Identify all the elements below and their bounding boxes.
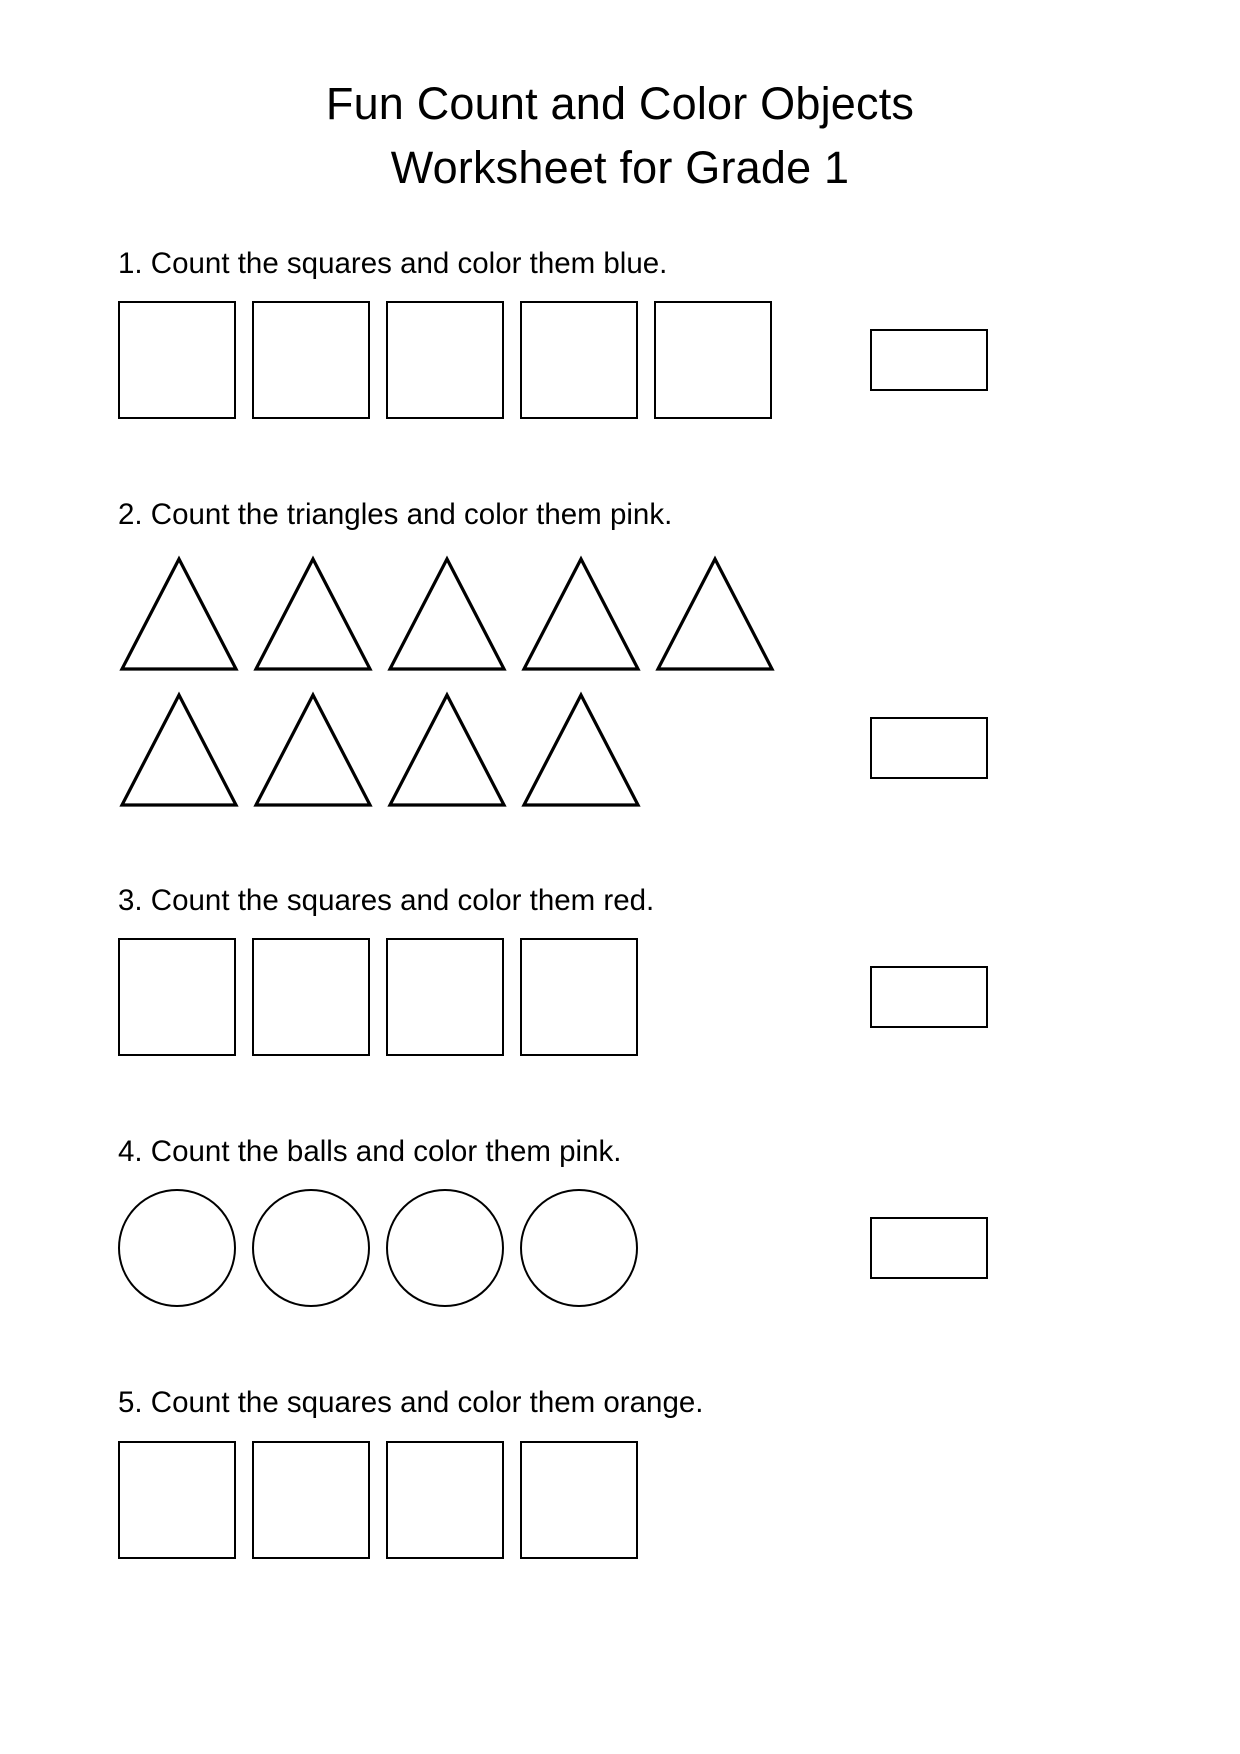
square-shape[interactable] xyxy=(252,938,370,1056)
question-list xyxy=(0,246,1240,1559)
square-shape[interactable] xyxy=(118,938,236,1056)
question-4-shapes xyxy=(118,1189,1240,1307)
question-5-prompt: 5. Count the squares and color them orange. xyxy=(118,1386,704,1420)
question-1 xyxy=(0,246,1240,419)
shape-row xyxy=(118,689,1240,811)
question-1-shapes xyxy=(118,301,1240,419)
question-4-prompt: 4. Count the balls and color them pink. xyxy=(118,1134,622,1168)
shape-row xyxy=(118,301,1240,419)
square-shape[interactable] xyxy=(654,301,772,419)
triangle-shape[interactable] xyxy=(654,553,776,675)
square-shape[interactable] xyxy=(118,1441,236,1559)
triangle-shape[interactable] xyxy=(252,689,374,811)
circle-shape[interactable] xyxy=(386,1189,504,1307)
shape-row xyxy=(118,1441,1240,1559)
question-4-answer-box[interactable] xyxy=(870,1217,988,1279)
shape-row xyxy=(118,553,1240,675)
question-1-answer-box[interactable] xyxy=(870,329,988,391)
square-shape[interactable] xyxy=(386,938,504,1056)
page-title-line-1: Fun Count and Color Objects xyxy=(325,78,915,129)
question-5 xyxy=(0,1385,1240,1558)
shape-row xyxy=(118,1189,1240,1307)
square-shape[interactable] xyxy=(386,301,504,419)
page-title xyxy=(0,0,1240,200)
question-2-prompt: 2. Count the triangles and color them pink. xyxy=(118,498,673,532)
square-shape[interactable] xyxy=(252,301,370,419)
question-1-prompt: 1. Count the squares and color them blue. xyxy=(118,246,668,280)
triangle-shape[interactable] xyxy=(386,553,508,675)
question-3-prompt: 3. Count the squares and color them red. xyxy=(118,883,655,917)
page-title-line-2: Worksheet for Grade 1 xyxy=(390,141,850,193)
circle-shape[interactable] xyxy=(252,1189,370,1307)
question-3-answer-box[interactable] xyxy=(870,966,988,1028)
shape-row xyxy=(118,938,1240,1056)
triangle-shape[interactable] xyxy=(118,553,240,675)
circle-shape[interactable] xyxy=(520,1189,638,1307)
question-3-shapes xyxy=(118,938,1240,1056)
square-shape[interactable] xyxy=(386,1441,504,1559)
circle-shape[interactable] xyxy=(118,1189,236,1307)
triangle-shape[interactable] xyxy=(118,689,240,811)
square-shape[interactable] xyxy=(520,301,638,419)
question-5-shapes xyxy=(118,1441,1240,1559)
square-shape[interactable] xyxy=(520,938,638,1056)
triangle-shape[interactable] xyxy=(520,689,642,811)
triangle-shape[interactable] xyxy=(520,553,642,675)
square-shape[interactable] xyxy=(252,1441,370,1559)
question-4 xyxy=(0,1134,1240,1307)
triangle-shape[interactable] xyxy=(386,689,508,811)
triangle-shape[interactable] xyxy=(252,553,374,675)
question-2-answer-box[interactable] xyxy=(870,717,988,779)
question-3 xyxy=(0,883,1240,1056)
question-2 xyxy=(0,497,1240,810)
square-shape[interactable] xyxy=(520,1441,638,1559)
question-2-shapes xyxy=(118,553,1240,811)
square-shape[interactable] xyxy=(118,301,236,419)
